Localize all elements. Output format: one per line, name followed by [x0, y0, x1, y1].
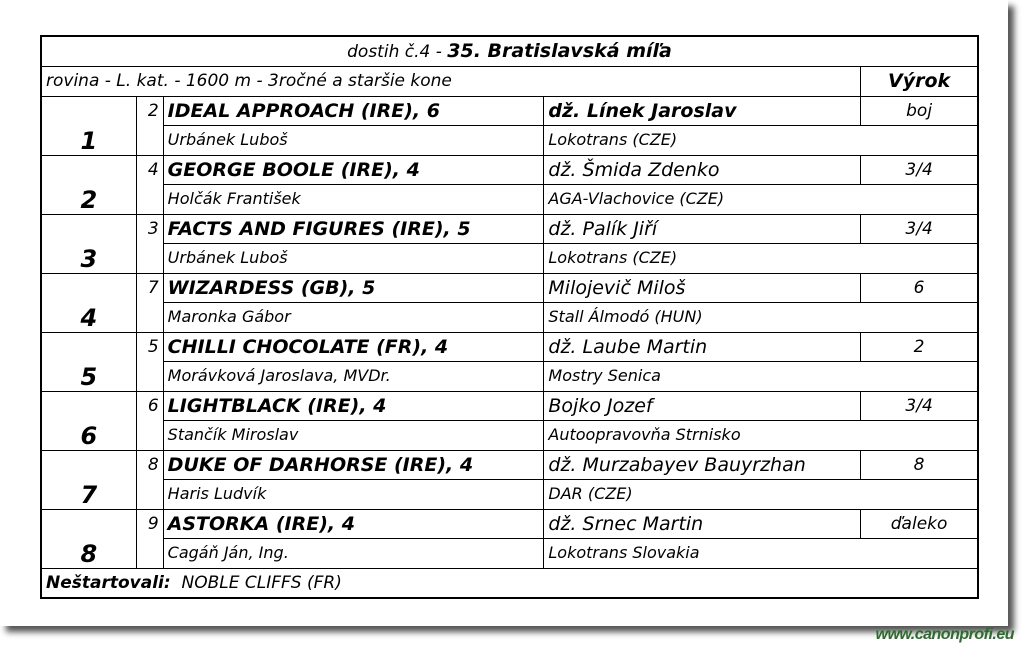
- horse-name: IDEAL APPROACH (IRE), 6: [163, 96, 544, 126]
- table-row: [41, 332, 978, 362]
- jockey: Bojko Jozef: [544, 391, 861, 421]
- place: 3: [41, 214, 136, 273]
- result: 3/4: [861, 391, 978, 421]
- footer-row: [41, 568, 978, 598]
- start-number: 5: [136, 332, 163, 391]
- table-row: [41, 96, 978, 126]
- start-number: 2: [136, 96, 163, 155]
- table-row: [41, 126, 978, 156]
- watermark: www.canonprofi.eu: [875, 626, 1014, 643]
- place: 7: [41, 450, 136, 509]
- race-results-table: [40, 35, 979, 599]
- place: 5: [41, 332, 136, 391]
- table-row: [41, 214, 978, 244]
- race-title: [41, 36, 978, 67]
- jockey: dž. Šmida Zdenko: [544, 155, 861, 185]
- table-row: [41, 185, 978, 215]
- owner: Lokotrans (CZE): [544, 244, 978, 274]
- table-row: [41, 450, 978, 480]
- conditions-row: [41, 67, 978, 97]
- race-name: 35. Bratislavská míľa: [447, 40, 672, 62]
- start-number: 4: [136, 155, 163, 214]
- jockey: dž. Laube Martin: [544, 332, 861, 362]
- jockey: dž. Murzabayev Bauyrzhan: [544, 450, 861, 480]
- start-number: 9: [136, 509, 163, 568]
- horse-name: CHILLI CHOCOLATE (FR), 4: [163, 332, 544, 362]
- horse-name: WIZARDESS (GB), 5: [163, 273, 544, 303]
- race-conditions: rovina - L. kat. - 1600 m - 3ročné a staršie kone: [41, 67, 861, 97]
- table-row: [41, 155, 978, 185]
- result: boj: [861, 96, 978, 126]
- trainer: Stančík Miroslav: [163, 421, 544, 451]
- jockey: dž. Srnec Martin: [544, 509, 861, 539]
- place: 8: [41, 509, 136, 568]
- trainer: Urbánek Luboš: [163, 126, 544, 156]
- trainer: Cagáň Ján, Ing.: [163, 539, 544, 569]
- owner: Lokotrans Slovakia: [544, 539, 978, 569]
- title-row: [41, 36, 978, 67]
- result: 8: [861, 450, 978, 480]
- horse-name: DUKE OF DARHORSE (IRE), 4: [163, 450, 544, 480]
- table-row: [41, 391, 978, 421]
- result: 6: [861, 273, 978, 303]
- result: 2: [861, 332, 978, 362]
- place: 2: [41, 155, 136, 214]
- start-number: 3: [136, 214, 163, 273]
- jockey: dž. Línek Jaroslav: [544, 96, 861, 126]
- table-row: [41, 362, 978, 392]
- trainer: Holčák František: [163, 185, 544, 215]
- table-row: [41, 509, 978, 539]
- owner: Lokotrans (CZE): [544, 126, 978, 156]
- owner: DAR (CZE): [544, 480, 978, 510]
- trainer: Urbánek Luboš: [163, 244, 544, 274]
- place: 1: [41, 96, 136, 155]
- table-row: [41, 421, 978, 451]
- table-row: [41, 539, 978, 569]
- table-row: [41, 244, 978, 274]
- trainer: Morávková Jaroslava, MVDr.: [163, 362, 544, 392]
- non-starters: NOBLE CLIFFS (FR): [181, 572, 342, 593]
- result: 3/4: [861, 155, 978, 185]
- trainer: Maronka Gábor: [163, 303, 544, 333]
- horse-name: ASTORKA (IRE), 4: [163, 509, 544, 539]
- result: ďaleko: [861, 509, 978, 539]
- result-header: Výrok: [861, 67, 978, 97]
- horse-name: GEORGE BOOLE (IRE), 4: [163, 155, 544, 185]
- non-starters-label: Neštartovali:: [46, 572, 171, 593]
- place: 4: [41, 273, 136, 332]
- owner: Stall Álmodó (HUN): [544, 303, 978, 333]
- jockey: Milojevič Miloš: [544, 273, 861, 303]
- jockey: dž. Palík Jiří: [544, 214, 861, 244]
- owner: AGA-Vlachovice (CZE): [544, 185, 978, 215]
- start-number: 7: [136, 273, 163, 332]
- table-row: [41, 480, 978, 510]
- table-row: [41, 303, 978, 333]
- start-number: 6: [136, 391, 163, 450]
- table-row: [41, 273, 978, 303]
- result: 3/4: [861, 214, 978, 244]
- start-number: 8: [136, 450, 163, 509]
- owner: Mostry Senica: [544, 362, 978, 392]
- owner: Autoopravovňa Strnisko: [544, 421, 978, 451]
- horse-name: LIGHTBLACK (IRE), 4: [163, 391, 544, 421]
- race-number: dostih č.4 -: [347, 42, 448, 62]
- horse-name: FACTS AND FIGURES (IRE), 5: [163, 214, 544, 244]
- trainer: Haris Ludvík: [163, 480, 544, 510]
- place: 6: [41, 391, 136, 450]
